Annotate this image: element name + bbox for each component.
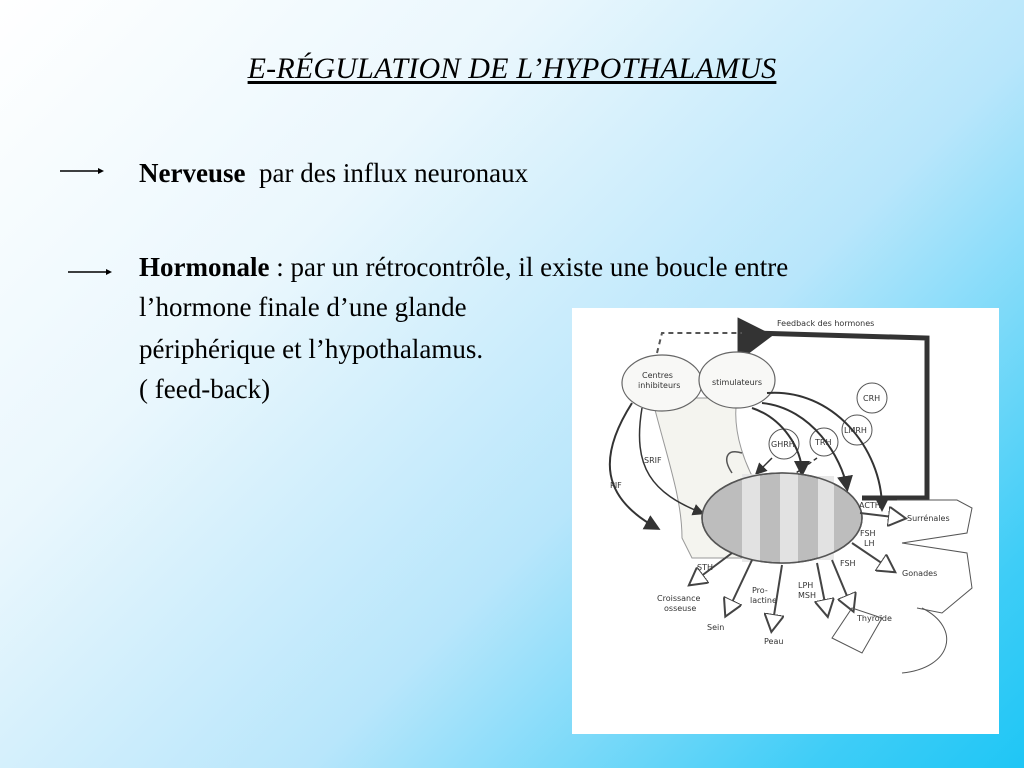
trh-label: TRH (815, 438, 832, 447)
right-arrow-icon (66, 265, 112, 279)
sein-label: Sein (707, 623, 725, 632)
lactine-label: lactine (750, 596, 777, 605)
peau-label: Peau (764, 637, 784, 646)
inhibiteurs-label: inhibiteurs (638, 381, 681, 390)
bullet-nerveuse-text: par des influx neuronaux (245, 158, 529, 188)
bullet-hormonale-line3: périphérique et l’hypothalamus. (139, 334, 484, 364)
fsh-lh-label: FSH (860, 529, 876, 538)
bullet-hormonale-line4: ( feed-back) (139, 374, 271, 404)
bullet-nerveuse (139, 156, 528, 190)
gonades-label: Gonades (902, 569, 938, 578)
right-arrow-icon (58, 164, 104, 178)
lh-label: LH (864, 539, 875, 548)
gnrh-label: GHRH (771, 440, 795, 449)
pif-label: PIF (610, 481, 622, 490)
feedback-label: Feedback des hormones (777, 319, 875, 328)
bullet-hormonale-line2: l’hormone finale d’une glande (139, 292, 467, 322)
stimulateurs-label: stimulateurs (712, 378, 763, 387)
centres-label: Centres (642, 371, 673, 380)
osseuse-label: osseuse (664, 604, 697, 613)
lph-label: LPH (798, 581, 814, 590)
crh-label: CRH (863, 394, 881, 403)
page-title: E-RÉGULATION DE L’HYPOTHALAMUS (247, 52, 777, 85)
surrenales-label: Surrénales (907, 514, 950, 523)
pro-label: Pro- (752, 586, 768, 595)
sth-label: STH (697, 563, 713, 572)
acth-label: ACTH (859, 501, 881, 510)
bullet-hormonale-bold: Hormonale (139, 252, 270, 282)
thyroide-label: Thyroïde (857, 614, 892, 623)
fsh-label: FSH (840, 559, 856, 568)
bullet-hormonale (139, 250, 788, 284)
msh-label: MSH (798, 591, 816, 600)
srif-label: SRIF (644, 456, 662, 465)
croissance-label: Croissance (657, 594, 701, 603)
bullet-nerveuse-bold: Nerveuse (139, 158, 246, 188)
hypothalamus-diagram (572, 308, 999, 734)
lmrh-label: LMRH (844, 426, 867, 435)
bullet-hormonale-line1: : par un rétrocontrôle, il existe une boucle entre (269, 252, 789, 282)
